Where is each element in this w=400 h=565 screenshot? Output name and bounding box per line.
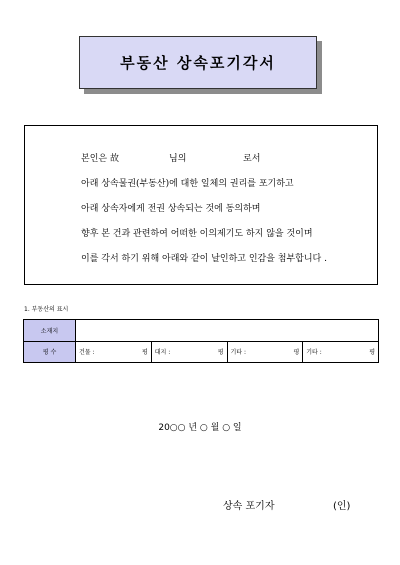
other-area-field-2[interactable] (303, 341, 379, 363)
statement-line-1-part2: 님의 (169, 154, 187, 164)
building-area-unit: 평 (141, 349, 148, 357)
other-area-field-1[interactable] (227, 341, 303, 363)
other-area-label-1: 기타 : (230, 349, 247, 357)
location-header: 소재지 (24, 320, 76, 342)
other-area-unit-1: 평 (293, 349, 300, 357)
document-date: 20○○ 년 ○ 월 ○ 일 (158, 423, 242, 433)
other-area-unit-2: 평 (369, 349, 375, 357)
statement-line-5: 이를 각서 하기 위해 아래와 같이 날인하고 인감을 첨부합니다 . (81, 254, 327, 264)
building-area-field[interactable] (76, 341, 152, 363)
building-area-label: 건물 : (79, 349, 95, 357)
property-section-label: 1. 부동산의 표시 (24, 306, 69, 313)
document-title: 부동산 상속포기각서 (79, 36, 317, 89)
land-area-label: 대지 : (154, 349, 171, 357)
area-header: 평 수 (24, 341, 76, 363)
statement-line-2: 아래 상속물권(부동산)에 대한 일체의 권리를 포기하고 (81, 179, 294, 189)
table-row (24, 320, 379, 342)
statement-line-3: 아래 상속자에게 전권 상속되는 것에 동의하며 (81, 204, 261, 214)
statement-line-1-part1: 본인은 故 (81, 154, 119, 164)
land-area-field[interactable] (151, 341, 227, 363)
other-area-label-2: 기타 : (306, 349, 322, 357)
table-row (24, 341, 379, 363)
signer-label: 상속 포기자 (223, 501, 275, 512)
statement-box (24, 125, 378, 285)
land-area-unit: 평 (217, 349, 224, 357)
statement-line-4: 향후 본 건과 관련하여 어떠한 이의제기도 하지 않을 것이며 (81, 229, 313, 239)
property-table (23, 319, 379, 363)
seal-label: (인) (333, 501, 351, 512)
location-field[interactable] (76, 320, 379, 342)
statement-line-1-part3: 로서 (243, 154, 261, 164)
